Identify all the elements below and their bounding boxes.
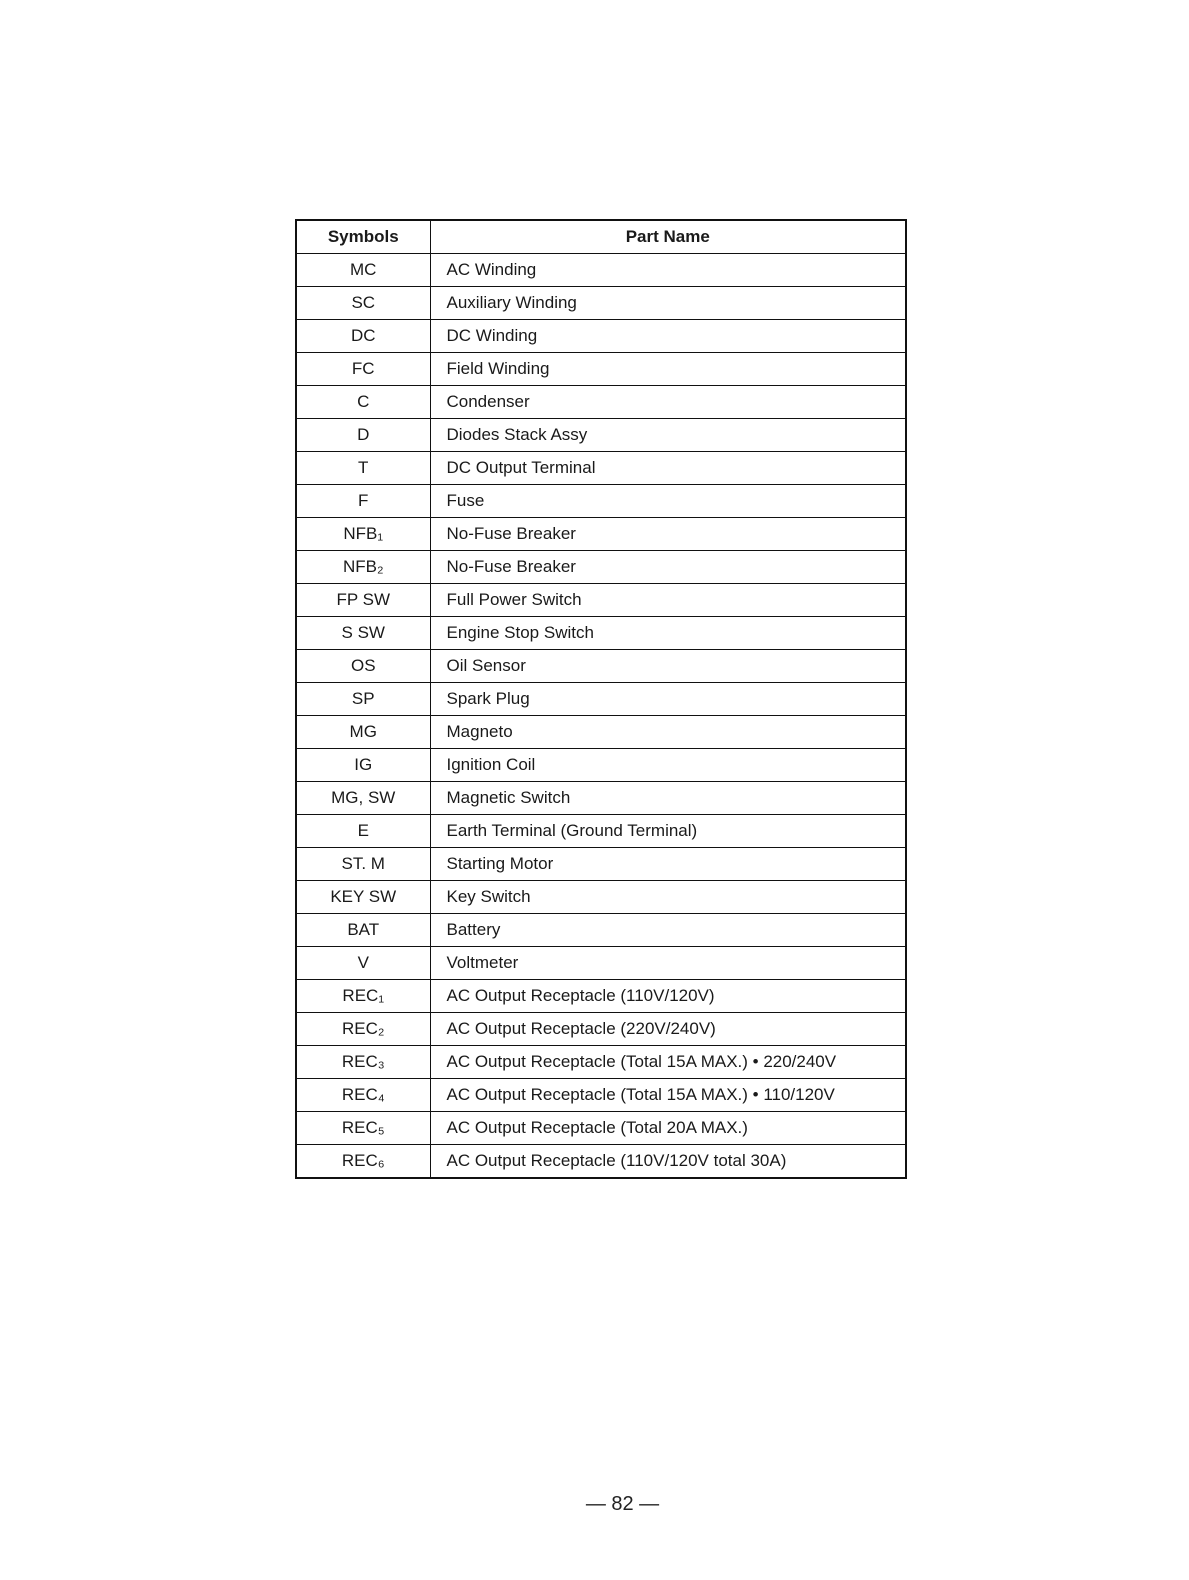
table-row	[296, 782, 906, 815]
part-name-cell: Auxiliary Winding	[430, 287, 906, 320]
part-name-cell: Ignition Coil	[430, 749, 906, 782]
table-row	[296, 320, 906, 353]
symbol-cell: E	[296, 815, 430, 848]
part-name-cell: No-Fuse Breaker	[430, 518, 906, 551]
symbol-cell: REC₃	[296, 1046, 430, 1079]
table-row	[296, 1112, 906, 1145]
symbols-column-header: Symbols	[296, 220, 430, 254]
symbol-cell: MG	[296, 716, 430, 749]
part-name-cell: Full Power Switch	[430, 584, 906, 617]
symbol-cell: T	[296, 452, 430, 485]
part-name-cell: Diodes Stack Assy	[430, 419, 906, 452]
part-name-cell: Battery	[430, 914, 906, 947]
table-row	[296, 1046, 906, 1079]
symbol-cell: SC	[296, 287, 430, 320]
table-row	[296, 1145, 906, 1179]
symbol-cell: REC₁	[296, 980, 430, 1013]
symbol-cell: NFB₁	[296, 518, 430, 551]
parts-table	[295, 219, 907, 1179]
part-name-cell: Engine Stop Switch	[430, 617, 906, 650]
part-name-column-header: Part Name	[430, 220, 906, 254]
table-row	[296, 419, 906, 452]
symbol-cell: REC₂	[296, 1013, 430, 1046]
table-row	[296, 254, 906, 287]
part-name-cell: AC Winding	[430, 254, 906, 287]
table-row	[296, 1013, 906, 1046]
table-row	[296, 617, 906, 650]
symbol-cell: KEY SW	[296, 881, 430, 914]
table-row	[296, 980, 906, 1013]
table-row	[296, 683, 906, 716]
symbol-cell: MC	[296, 254, 430, 287]
symbol-cell: FP SW	[296, 584, 430, 617]
table-row	[296, 518, 906, 551]
symbol-cell: OS	[296, 650, 430, 683]
table-body	[296, 254, 906, 1179]
table-row	[296, 914, 906, 947]
part-name-cell: DC Output Terminal	[430, 452, 906, 485]
part-name-cell: AC Output Receptacle (220V/240V)	[430, 1013, 906, 1046]
table-row	[296, 584, 906, 617]
part-name-cell: AC Output Receptacle (Total 15A MAX.) • 220/240V	[430, 1046, 906, 1079]
part-name-cell: Magnetic Switch	[430, 782, 906, 815]
symbol-cell: S SW	[296, 617, 430, 650]
table-row	[296, 1079, 906, 1112]
symbol-cell: ST. M	[296, 848, 430, 881]
part-name-cell: AC Output Receptacle (Total 15A MAX.) • 110/120V	[430, 1079, 906, 1112]
table-row	[296, 716, 906, 749]
part-name-cell: AC Output Receptacle (Total 20A MAX.)	[430, 1112, 906, 1145]
symbol-cell: REC₄	[296, 1079, 430, 1112]
symbol-cell: SP	[296, 683, 430, 716]
symbol-cell: BAT	[296, 914, 430, 947]
part-name-cell: Voltmeter	[430, 947, 906, 980]
table-row	[296, 749, 906, 782]
table-row	[296, 947, 906, 980]
symbol-cell: REC₆	[296, 1145, 430, 1179]
part-name-cell: DC Winding	[430, 320, 906, 353]
table-row	[296, 287, 906, 320]
table-row	[296, 650, 906, 683]
part-name-cell: AC Output Receptacle (110V/120V)	[430, 980, 906, 1013]
part-name-cell: No-Fuse Breaker	[430, 551, 906, 584]
table-header	[296, 220, 906, 254]
symbol-cell: V	[296, 947, 430, 980]
table-row	[296, 485, 906, 518]
symbol-cell: REC₅	[296, 1112, 430, 1145]
part-name-cell: Fuse	[430, 485, 906, 518]
symbol-cell: IG	[296, 749, 430, 782]
part-name-cell: Spark Plug	[430, 683, 906, 716]
table-row	[296, 353, 906, 386]
header-row	[296, 220, 906, 254]
table-row	[296, 386, 906, 419]
part-name-cell: Oil Sensor	[430, 650, 906, 683]
part-name-cell: Earth Terminal (Ground Terminal)	[430, 815, 906, 848]
table-row	[296, 881, 906, 914]
part-name-cell: Starting Motor	[430, 848, 906, 881]
part-name-cell: Magneto	[430, 716, 906, 749]
table-row	[296, 815, 906, 848]
symbol-cell: D	[296, 419, 430, 452]
table-row	[296, 452, 906, 485]
part-name-cell: AC Output Receptacle (110V/120V total 30A)	[430, 1145, 906, 1179]
symbol-cell: FC	[296, 353, 430, 386]
symbol-cell: MG, SW	[296, 782, 430, 815]
page-number: — 82 —	[585, 1493, 660, 1515]
part-name-cell: Key Switch	[430, 881, 906, 914]
table-row	[296, 848, 906, 881]
symbol-cell: F	[296, 485, 430, 518]
part-name-cell: Condenser	[430, 386, 906, 419]
symbol-cell: C	[296, 386, 430, 419]
symbol-cell: NFB₂	[296, 551, 430, 584]
part-name-cell: Field Winding	[430, 353, 906, 386]
table-row	[296, 551, 906, 584]
symbol-cell: DC	[296, 320, 430, 353]
